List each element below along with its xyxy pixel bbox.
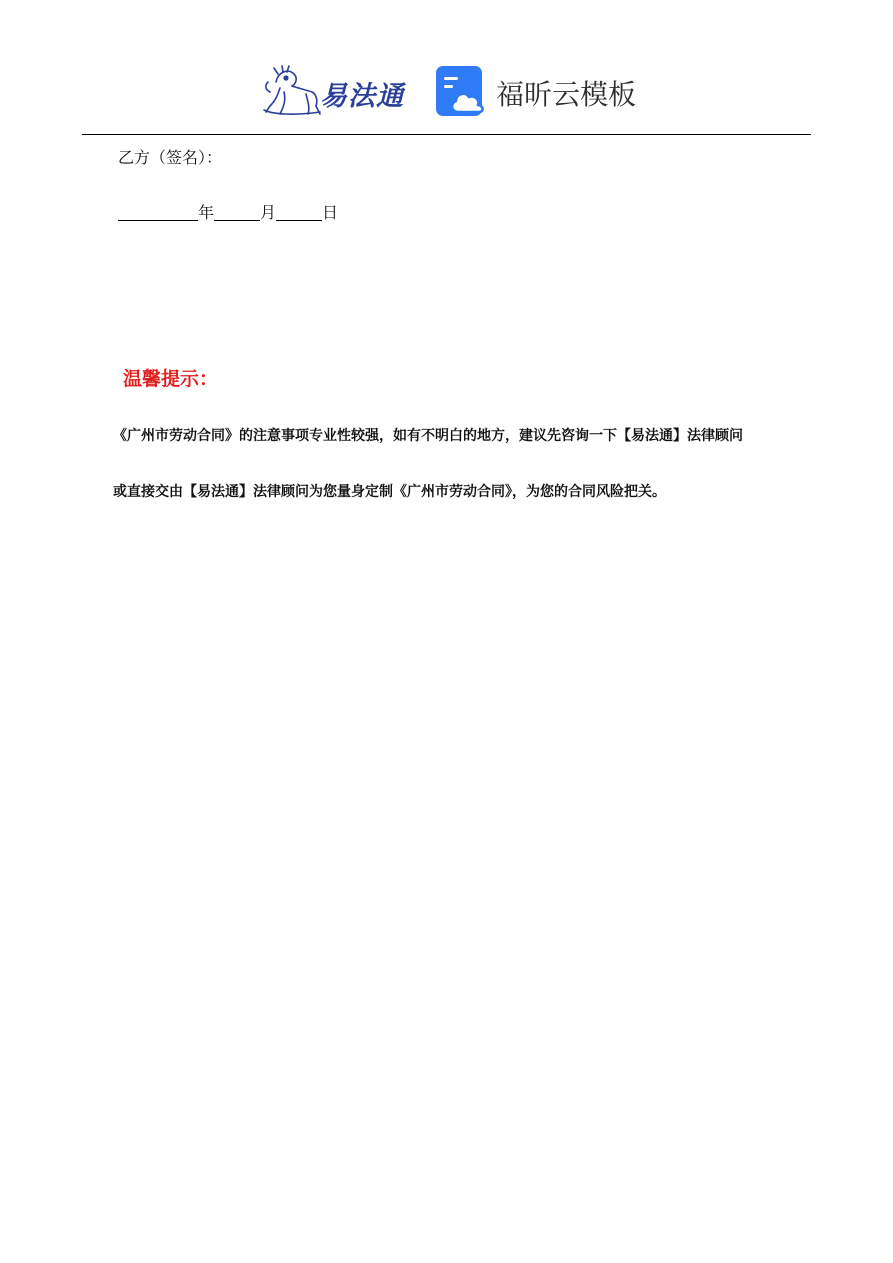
day-blank (276, 204, 322, 221)
year-label: 年 (198, 203, 215, 222)
header-divider (82, 134, 811, 135)
month-blank (214, 204, 260, 221)
page-header (0, 0, 893, 136)
tip-paragraph-line-2: 或直接交由【易法通】法律顾问为您量身定制《广州市劳动合同》，为您的合同风险把关。 (113, 484, 666, 500)
day-label: 日 (322, 203, 339, 222)
party-b-signature-label: 乙方（签名）： (118, 148, 223, 167)
yifatong-logo-text: 易法通 (320, 81, 404, 112)
date-line (118, 200, 338, 223)
year-blank (118, 204, 198, 221)
fuxin-logo-text: 福昕云模板 (496, 78, 637, 111)
tip-paragraph-line-1: 《广州市劳动合同》的注意事项专业性较强，如有不明白的地方，建议先咨询一下【易法通】法律顾问 (113, 428, 743, 444)
tip-heading: 温馨提示： (123, 368, 219, 390)
cloud-document-icon (436, 66, 488, 118)
month-label: 月 (260, 203, 277, 222)
